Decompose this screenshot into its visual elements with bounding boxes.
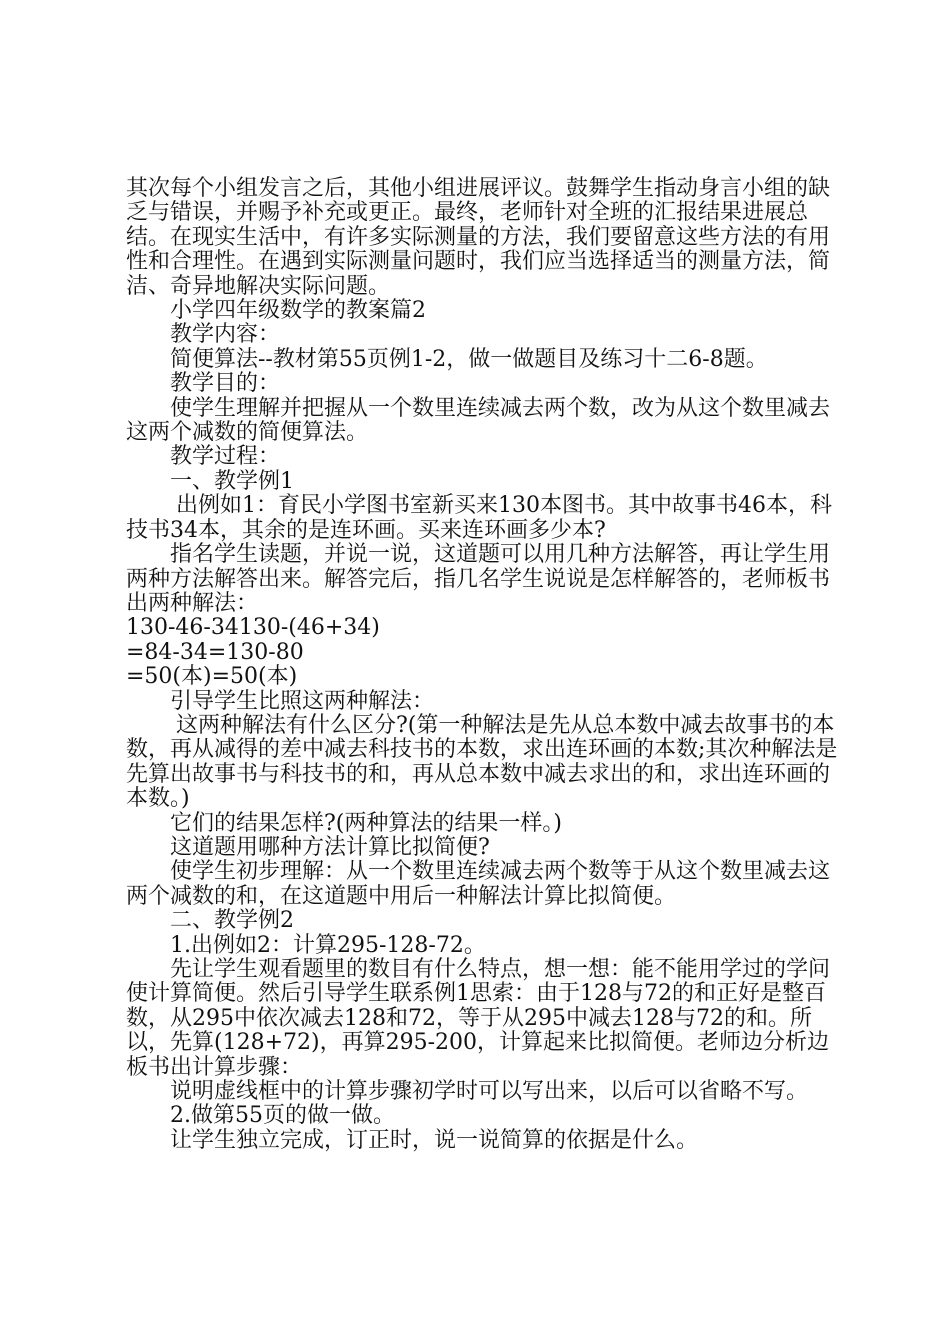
subheading: 教学目的： [170, 371, 281, 397]
subheading: 一、教学例1 [170, 468, 294, 494]
paragraph: 使学生初步理解：从一个数里连续减去两个数等于从这个数里减去这两个减数的和，在这道题中用后一种解法计算比拟简便。 [126, 859, 831, 909]
subheading: 教学过程： [170, 444, 281, 470]
paragraph: 简便算法--教材第55页例1-2，做一做题目及练习十二6-8题。 [170, 346, 768, 372]
document-body [126, 177, 846, 1153]
paragraph: 其次每个小组发言之后，其他小组进展评议。鼓舞学生指动身言小组的缺乏与错误，并赐予补充或更正。最终，老师针对全班的汇报结果进展总结。在现实生活中，有许多实际测量的方法，我们要留意这些方法的有用性和合理性。在遇到实际测量问题时，我们应当选择适当的测量方法，简洁、奇异地解决实际问题。 [126, 176, 831, 299]
math-line: =50(本)=50(本) [126, 664, 298, 690]
paragraph: 2.做第55页的做一做。 [170, 1103, 395, 1129]
paragraph: 这两种解法有什么区分?(第一种解法是先从总本数中减去故事书的本数，再从减得的差中减去科技书的本数，求出连环画的本数;其次种解法是先算出故事书与科技书的和，再从总本数中减去求出的和，求出连环画的本数。) [126, 712, 838, 812]
paragraph: 它们的结果怎样?(两种算法的结果一样。) [170, 810, 562, 836]
math-line: 130-46-34130-(46+34) [126, 615, 380, 641]
paragraph: 引导学生比照这两种解法： [170, 688, 435, 714]
paragraph: 1.出例如2：计算295-128-72。 [170, 932, 486, 958]
paragraph: 让学生独立完成，订正时，说一说简算的依据是什么。 [170, 1127, 699, 1153]
paragraph: 这道题用哪种方法计算比拟简便? [170, 834, 490, 860]
subheading: 二、教学例2 [170, 908, 294, 934]
paragraph: 指名学生读题，并说一说，这道题可以用几种方法解答，再让学生用两种方法解答出来。解答完后，指几名学生说说是怎样解答的，老师板书出两种解法： [126, 542, 831, 616]
paragraph: 使学生理解并把握从一个数里连续减去两个数，改为从这个数里减去这两个减数的简便算法。 [126, 395, 831, 446]
paragraph: 先让学生观看题里的数目有什么特点，想一想：能不能用学过的学问使计算简便。然后引导学生联系例1思索：由于128与72的和正好是整百数，从295中依次减去128和72，等于从295中减去128与72的和。所以，先算(128+72)，再算295-200，计算起来比拟简便。老师边分析边板书出计算步骤： [126, 957, 831, 1080]
section-heading: 小学四年级数学的教案篇2 [170, 298, 426, 324]
paragraph: 出例如1：育民小学图书室新买来130本图书。其中故事书46本，科技书34本，其余的是连环画。买来连环画多少本? [126, 493, 832, 543]
paragraph: 说明虚线框中的计算步骤初学时可以写出来，以后可以省略不写。 [170, 1079, 809, 1105]
math-line: =84-34=130-80 [126, 639, 304, 665]
subheading: 教学内容： [170, 322, 281, 348]
